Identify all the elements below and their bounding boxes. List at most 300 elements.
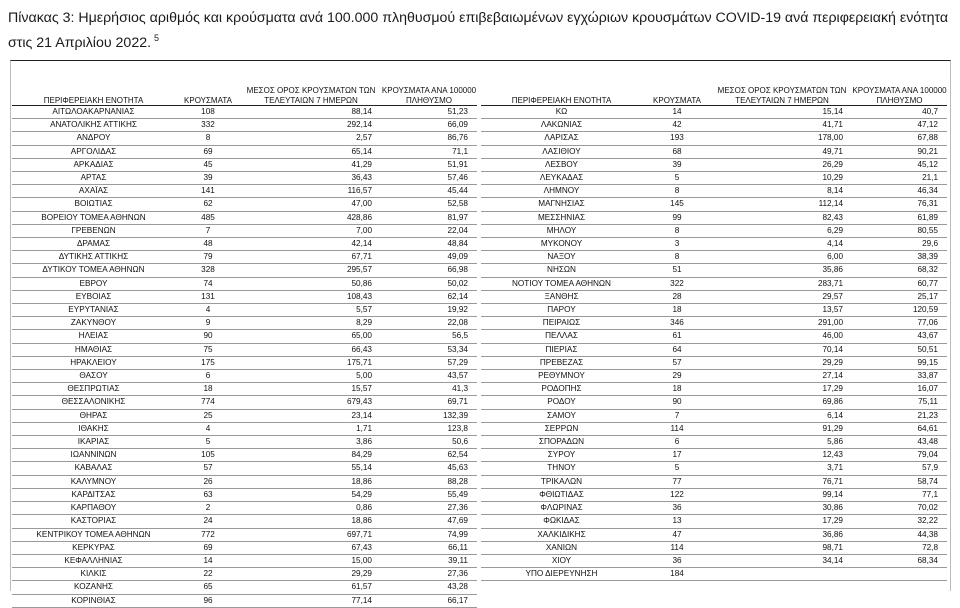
cases-cell: 24 bbox=[175, 515, 241, 528]
table-row bbox=[12, 488, 477, 501]
per100k-cell: 66,17 bbox=[381, 594, 477, 607]
per100k-cell: 43,28 bbox=[381, 581, 477, 594]
region-cell: ΝΑΞΟΥ bbox=[481, 251, 642, 264]
per100k-cell: 77,06 bbox=[852, 317, 947, 330]
header-region: ΠΕΡΙΦΕΡΕΙΑΚΗ ΕΝΟΤΗΤΑ bbox=[481, 62, 642, 106]
cases-cell: 36 bbox=[642, 554, 712, 567]
avg7-cell: 5,00 bbox=[241, 370, 381, 383]
cases-cell: 39 bbox=[175, 172, 241, 185]
cases-cell: 42 bbox=[642, 119, 712, 132]
cases-cell: 8 bbox=[175, 132, 241, 145]
per100k-cell: 60,77 bbox=[852, 277, 947, 290]
cases-cell: 328 bbox=[175, 264, 241, 277]
cases-cell: 193 bbox=[642, 132, 712, 145]
cases-cell: 5 bbox=[642, 172, 712, 185]
table-row bbox=[481, 264, 947, 277]
region-cell: ΑΝΔΡΟΥ bbox=[12, 132, 175, 145]
per100k-cell: 46,34 bbox=[852, 185, 947, 198]
region-cell: ΡΟΔΟΥ bbox=[481, 396, 642, 409]
cases-cell: 175 bbox=[175, 356, 241, 369]
caption-text: Πίνακας 3: Ημερήσιος αριθμός και κρούσματα ανά 100.000 πληθυσμού επιβεβαιωμένων εγχώριων κρουσμάτων COVID-19 ανά περιφερειακή ενότητα στις 21 Απριλίου 2022. bbox=[8, 10, 949, 51]
avg7-cell: 61,57 bbox=[241, 581, 381, 594]
region-cell: ΛΑΣΙΘΙΟΥ bbox=[481, 145, 642, 158]
cases-cell: 90 bbox=[642, 396, 712, 409]
table-row bbox=[12, 449, 477, 462]
avg7-cell: 112,14 bbox=[712, 198, 852, 211]
avg7-cell: 41,71 bbox=[712, 119, 852, 132]
table-row bbox=[481, 488, 947, 501]
header-per100k: ΚΡΟΥΣΜΑΤΑ ΑΝΑ 100000 ΠΛΗΘΥΣΜΟ bbox=[852, 62, 947, 106]
avg7-cell: 116,57 bbox=[241, 185, 381, 198]
cases-cell: 69 bbox=[175, 145, 241, 158]
per100k-cell: 21,1 bbox=[852, 172, 947, 185]
avg7-cell: 6,00 bbox=[712, 251, 852, 264]
table-row bbox=[12, 290, 477, 303]
table-row bbox=[12, 396, 477, 409]
avg7-cell: 46,00 bbox=[712, 330, 852, 343]
avg7-cell: 42,14 bbox=[241, 238, 381, 251]
per100k-cell: 27,36 bbox=[381, 502, 477, 515]
region-cell: ΥΠΟ ΔΙΕΡΕΥΝΗΣΗ bbox=[481, 568, 642, 581]
table-row bbox=[481, 185, 947, 198]
avg7-cell: 36,43 bbox=[241, 172, 381, 185]
region-cell: ΑΡΤΑΣ bbox=[12, 172, 175, 185]
per100k-cell: 99,15 bbox=[852, 356, 947, 369]
table-row bbox=[481, 515, 947, 528]
table-row bbox=[12, 383, 477, 396]
per100k-cell: 49,09 bbox=[381, 251, 477, 264]
cases-cell: 5 bbox=[642, 462, 712, 475]
per100k-cell: 62,14 bbox=[381, 290, 477, 303]
per100k-cell: 33,87 bbox=[852, 370, 947, 383]
avg7-cell: 50,86 bbox=[241, 277, 381, 290]
table-row bbox=[12, 568, 477, 581]
avg7-cell: 99,14 bbox=[712, 488, 852, 501]
cases-cell: 8 bbox=[642, 251, 712, 264]
table-row bbox=[12, 330, 477, 343]
cases-cell: 96 bbox=[175, 594, 241, 607]
per100k-cell: 47,12 bbox=[852, 119, 947, 132]
avg7-cell: 76,71 bbox=[712, 475, 852, 488]
avg7-cell: 2,57 bbox=[241, 132, 381, 145]
per100k-cell: 43,67 bbox=[852, 330, 947, 343]
per100k-cell: 51,23 bbox=[381, 106, 477, 119]
avg7-cell: 12,43 bbox=[712, 449, 852, 462]
avg7-cell: 36,86 bbox=[712, 528, 852, 541]
per100k-cell: 68,32 bbox=[852, 264, 947, 277]
cases-cell: 7 bbox=[642, 409, 712, 422]
avg7-cell: 697,71 bbox=[241, 528, 381, 541]
avg7-cell: 84,29 bbox=[241, 449, 381, 462]
region-cell: ΦΘΙΩΤΙΔΑΣ bbox=[481, 488, 642, 501]
per100k-cell: 43,48 bbox=[852, 436, 947, 449]
per100k-cell: 66,11 bbox=[381, 541, 477, 554]
per100k-cell: 45,63 bbox=[381, 462, 477, 475]
cases-cell: 346 bbox=[642, 317, 712, 330]
table-row bbox=[481, 251, 947, 264]
per100k-cell: 120,59 bbox=[852, 304, 947, 317]
avg7-cell: 3,71 bbox=[712, 462, 852, 475]
region-cell: ΛΑΚΩΝΙΑΣ bbox=[481, 119, 642, 132]
avg7-cell: 18,86 bbox=[241, 475, 381, 488]
table-row bbox=[481, 172, 947, 185]
header-cases: ΚΡΟΥΣΜΑΤΑ bbox=[175, 62, 241, 106]
per100k-cell: 50,6 bbox=[381, 436, 477, 449]
table-row bbox=[481, 304, 947, 317]
per100k-cell: 81,97 bbox=[381, 211, 477, 224]
cases-cell: 57 bbox=[175, 462, 241, 475]
cases-cell: 772 bbox=[175, 528, 241, 541]
cases-cell: 4 bbox=[175, 422, 241, 435]
table-row bbox=[481, 528, 947, 541]
cases-cell: 3 bbox=[642, 238, 712, 251]
region-cell: ΒΟΙΩΤΙΑΣ bbox=[12, 198, 175, 211]
table-row bbox=[481, 370, 947, 383]
header-avg7: ΜΕΣΟΣ ΟΡΟΣ ΚΡΟΥΣΜΑΤΩΝ ΤΩΝ ΤΕΛΕΥΤΑΙΩΝ 7 ΗΜΕΡΩΝ bbox=[241, 62, 381, 106]
avg7-cell: 55,14 bbox=[241, 462, 381, 475]
per100k-cell: 90,21 bbox=[852, 145, 947, 158]
avg7-cell: 91,29 bbox=[712, 422, 852, 435]
per100k-cell: 48,84 bbox=[381, 238, 477, 251]
avg7-cell: 15,00 bbox=[241, 554, 381, 567]
avg7-cell: 283,71 bbox=[712, 277, 852, 290]
avg7-cell: 67,43 bbox=[241, 541, 381, 554]
region-cell: ΚΕΡΚΥΡΑΣ bbox=[12, 541, 175, 554]
per100k-cell: 16,07 bbox=[852, 383, 947, 396]
region-cell: ΛΑΡΙΣΑΣ bbox=[481, 132, 642, 145]
avg7-cell: 26,29 bbox=[712, 158, 852, 171]
table-row bbox=[481, 568, 947, 581]
region-cell: ΑΧΑΪΑΣ bbox=[12, 185, 175, 198]
table-row bbox=[481, 356, 947, 369]
header-row bbox=[12, 62, 477, 106]
avg7-cell: 18,86 bbox=[241, 515, 381, 528]
cases-cell: 105 bbox=[175, 449, 241, 462]
per100k-cell: 50,02 bbox=[381, 277, 477, 290]
table-row bbox=[481, 330, 947, 343]
table-row bbox=[12, 145, 477, 158]
table-row bbox=[12, 502, 477, 515]
region-cell: ΠΑΡΟΥ bbox=[481, 304, 642, 317]
avg7-cell: 175,71 bbox=[241, 356, 381, 369]
table-row bbox=[12, 422, 477, 435]
per100k-cell: 80,55 bbox=[852, 224, 947, 237]
cases-cell: 184 bbox=[642, 568, 712, 581]
per100k-cell: 68,34 bbox=[852, 554, 947, 567]
cases-cell: 45 bbox=[175, 158, 241, 171]
avg7-cell: 1,71 bbox=[241, 422, 381, 435]
per100k-cell: 55,49 bbox=[381, 488, 477, 501]
avg7-cell: 66,43 bbox=[241, 343, 381, 356]
table-row bbox=[481, 462, 947, 475]
table-row bbox=[481, 145, 947, 158]
per100k-cell: 29,6 bbox=[852, 238, 947, 251]
cases-cell: 14 bbox=[175, 554, 241, 567]
header-region: ΠΕΡΙΦΕΡΕΙΑΚΗ ΕΝΟΤΗΤΑ bbox=[12, 62, 175, 106]
per100k-cell: 123,8 bbox=[381, 422, 477, 435]
table-row bbox=[12, 172, 477, 185]
table-row bbox=[12, 158, 477, 171]
region-cell: ΜΗΛΟΥ bbox=[481, 224, 642, 237]
per100k-cell: 74,99 bbox=[381, 528, 477, 541]
avg7-cell: 49,71 bbox=[712, 145, 852, 158]
table-row bbox=[12, 251, 477, 264]
region-cell: ΠΙΕΡΙΑΣ bbox=[481, 343, 642, 356]
cases-cell: 26 bbox=[175, 475, 241, 488]
cases-cell: 8 bbox=[642, 224, 712, 237]
table-row bbox=[12, 515, 477, 528]
region-cell: ΞΑΝΘΗΣ bbox=[481, 290, 642, 303]
table-row bbox=[481, 290, 947, 303]
region-cell: ΛΕΥΚΑΔΑΣ bbox=[481, 172, 642, 185]
table-row bbox=[481, 502, 947, 515]
cases-cell: 28 bbox=[642, 290, 712, 303]
region-cell: ΚΟΡΙΝΘΙΑΣ bbox=[12, 594, 175, 607]
avg7-cell: 4,14 bbox=[712, 238, 852, 251]
cases-cell: 18 bbox=[175, 383, 241, 396]
per100k-cell bbox=[852, 568, 947, 581]
table-row bbox=[12, 581, 477, 594]
per100k-cell: 43,57 bbox=[381, 370, 477, 383]
cases-cell: 64 bbox=[642, 343, 712, 356]
per100k-cell: 70,02 bbox=[852, 502, 947, 515]
cases-cell: 74 bbox=[175, 277, 241, 290]
cases-cell: 8 bbox=[642, 185, 712, 198]
region-cell: ΠΡΕΒΕΖΑΣ bbox=[481, 356, 642, 369]
region-cell: ΘΑΣΟΥ bbox=[12, 370, 175, 383]
per100k-cell: 44,38 bbox=[852, 528, 947, 541]
region-cell: ΣΕΡΡΩΝ bbox=[481, 422, 642, 435]
region-cell: ΝΗΣΩΝ bbox=[481, 264, 642, 277]
region-cell: ΣΠΟΡΑΔΩΝ bbox=[481, 436, 642, 449]
region-cell: ΜΥΚΟΝΟΥ bbox=[481, 238, 642, 251]
avg7-cell: 292,14 bbox=[241, 119, 381, 132]
region-cell: ΑΝΑΤΟΛΙΚΗΣ ΑΤΤΙΚΗΣ bbox=[12, 119, 175, 132]
avg7-cell: 6,14 bbox=[712, 409, 852, 422]
avg7-cell: 8,14 bbox=[712, 185, 852, 198]
table-row bbox=[481, 475, 947, 488]
cases-cell: 17 bbox=[642, 449, 712, 462]
per100k-cell: 57,29 bbox=[381, 356, 477, 369]
table-row bbox=[481, 119, 947, 132]
region-cell: ΔΡΑΜΑΣ bbox=[12, 238, 175, 251]
region-cell: ΒΟΡΕΙΟΥ ΤΟΜΕΑ ΑΘΗΝΩΝ bbox=[12, 211, 175, 224]
header-avg7: ΜΕΣΟΣ ΟΡΟΣ ΚΡΟΥΣΜΑΤΩΝ ΤΩΝ ΤΕΛΕΥΤΑΙΩΝ 7 ΗΜΕΡΩΝ bbox=[712, 62, 852, 106]
avg7-cell: 8,29 bbox=[241, 317, 381, 330]
per100k-cell: 45,12 bbox=[852, 158, 947, 171]
per100k-cell: 22,04 bbox=[381, 224, 477, 237]
table-row bbox=[12, 304, 477, 317]
per100k-cell: 75,11 bbox=[852, 396, 947, 409]
cases-table-right bbox=[481, 62, 947, 581]
per100k-cell: 25,17 bbox=[852, 290, 947, 303]
table-row bbox=[481, 224, 947, 237]
table-row bbox=[481, 449, 947, 462]
per100k-cell: 53,34 bbox=[381, 343, 477, 356]
per100k-cell: 79,04 bbox=[852, 449, 947, 462]
avg7-cell: 5,57 bbox=[241, 304, 381, 317]
region-cell: ΚΑΒΑΛΑΣ bbox=[12, 462, 175, 475]
region-cell: ΡΕΘΥΜΝΟΥ bbox=[481, 370, 642, 383]
cases-cell: 9 bbox=[175, 317, 241, 330]
cases-cell: 4 bbox=[175, 304, 241, 317]
cases-cell: 99 bbox=[642, 211, 712, 224]
region-cell: ΙΚΑΡΙΑΣ bbox=[12, 436, 175, 449]
cases-cell: 114 bbox=[642, 422, 712, 435]
avg7-cell: 0,86 bbox=[241, 502, 381, 515]
cases-cell: 68 bbox=[642, 145, 712, 158]
region-cell: ΔΥΤΙΚΟΥ ΤΟΜΕΑ ΑΘΗΝΩΝ bbox=[12, 264, 175, 277]
avg7-cell: 13,57 bbox=[712, 304, 852, 317]
cases-cell: 90 bbox=[175, 330, 241, 343]
table-row bbox=[481, 238, 947, 251]
per100k-cell: 132,39 bbox=[381, 409, 477, 422]
region-cell: ΖΑΚΥΝΘΟΥ bbox=[12, 317, 175, 330]
per100k-cell: 69,71 bbox=[381, 396, 477, 409]
cases-cell: 36 bbox=[642, 502, 712, 515]
table-row bbox=[12, 528, 477, 541]
avg7-cell: 23,14 bbox=[241, 409, 381, 422]
table-row bbox=[481, 422, 947, 435]
header-row bbox=[481, 62, 947, 106]
cases-cell: 145 bbox=[642, 198, 712, 211]
table-row bbox=[12, 475, 477, 488]
cases-cell: 65 bbox=[175, 581, 241, 594]
cases-cell: 5 bbox=[175, 436, 241, 449]
per100k-cell: 39,11 bbox=[381, 554, 477, 567]
per100k-cell: 45,44 bbox=[381, 185, 477, 198]
region-cell: ΕΒΡΟΥ bbox=[12, 277, 175, 290]
table-row bbox=[12, 541, 477, 554]
per100k-cell: 77,1 bbox=[852, 488, 947, 501]
avg7-cell: 17,29 bbox=[712, 383, 852, 396]
avg7-cell: 295,57 bbox=[241, 264, 381, 277]
table-row bbox=[12, 409, 477, 422]
region-cell: ΜΕΣΣΗΝΙΑΣ bbox=[481, 211, 642, 224]
cases-cell: 39 bbox=[642, 158, 712, 171]
table-row bbox=[12, 356, 477, 369]
table-row bbox=[12, 436, 477, 449]
cases-cell: 322 bbox=[642, 277, 712, 290]
table-row bbox=[12, 462, 477, 475]
region-cell: ΚΟΖΑΝΗΣ bbox=[12, 581, 175, 594]
region-cell: ΚΑΡΠΑΘΟΥ bbox=[12, 502, 175, 515]
table-row bbox=[481, 554, 947, 567]
per100k-cell: 88,28 bbox=[381, 475, 477, 488]
table-caption bbox=[8, 8, 952, 53]
region-cell: ΤΡΙΚΑΛΩΝ bbox=[481, 475, 642, 488]
cases-cell: 51 bbox=[642, 264, 712, 277]
per100k-cell: 38,39 bbox=[852, 251, 947, 264]
table-row bbox=[12, 554, 477, 567]
header-per100k: ΚΡΟΥΣΜΑΤΑ ΑΝΑ 100000 ΠΛΗΘΥΣΜΟ bbox=[381, 62, 477, 106]
region-cell: ΚΩ bbox=[481, 106, 642, 119]
region-cell: ΛΕΣΒΟΥ bbox=[481, 158, 642, 171]
region-cell: ΣΑΜΟΥ bbox=[481, 409, 642, 422]
table-row bbox=[12, 119, 477, 132]
per100k-cell: 56,5 bbox=[381, 330, 477, 343]
per100k-cell: 50,51 bbox=[852, 343, 947, 356]
cases-cell: 48 bbox=[175, 238, 241, 251]
table-row bbox=[481, 436, 947, 449]
region-cell: ΙΩΑΝΝΙΝΩΝ bbox=[12, 449, 175, 462]
table-row bbox=[12, 238, 477, 251]
table-row bbox=[12, 317, 477, 330]
cases-cell: 29 bbox=[642, 370, 712, 383]
avg7-cell: 67,71 bbox=[241, 251, 381, 264]
per100k-cell: 21,23 bbox=[852, 409, 947, 422]
per100k-cell: 19,92 bbox=[381, 304, 477, 317]
region-cell: ΘΗΡΑΣ bbox=[12, 409, 175, 422]
avg7-cell: 29,57 bbox=[712, 290, 852, 303]
cases-cell: 18 bbox=[642, 383, 712, 396]
table-row bbox=[12, 264, 477, 277]
cases-cell: 6 bbox=[175, 370, 241, 383]
region-cell: ΛΗΜΝΟΥ bbox=[481, 185, 642, 198]
region-cell: ΧΙΟΥ bbox=[481, 554, 642, 567]
table-row bbox=[481, 343, 947, 356]
table-row bbox=[12, 132, 477, 145]
table-row bbox=[481, 198, 947, 211]
per100k-cell: 61,89 bbox=[852, 211, 947, 224]
cases-cell: 485 bbox=[175, 211, 241, 224]
avg7-cell: 679,43 bbox=[241, 396, 381, 409]
region-cell: ΚΑΡΔΙΤΣΑΣ bbox=[12, 488, 175, 501]
avg7-cell: 108,43 bbox=[241, 290, 381, 303]
table-row bbox=[481, 158, 947, 171]
cases-cell: 57 bbox=[642, 356, 712, 369]
per100k-cell: 27,36 bbox=[381, 568, 477, 581]
region-cell: ΧΑΝΙΩΝ bbox=[481, 541, 642, 554]
region-cell: ΝΟΤΙΟΥ ΤΟΜΕΑ ΑΘΗΝΩΝ bbox=[481, 277, 642, 290]
region-cell: ΑΙΤΩΛΟΑΚΑΡΝΑΝΙΑΣ bbox=[12, 106, 175, 119]
per100k-cell: 57,46 bbox=[381, 172, 477, 185]
per100k-cell: 66,09 bbox=[381, 119, 477, 132]
cases-cell: 122 bbox=[642, 488, 712, 501]
header-cases: ΚΡΟΥΣΜΑΤΑ bbox=[642, 62, 712, 106]
per100k-cell: 76,31 bbox=[852, 198, 947, 211]
avg7-cell: 29,29 bbox=[712, 356, 852, 369]
region-cell: ΗΡΑΚΛΕΙΟΥ bbox=[12, 356, 175, 369]
avg7-cell: 47,00 bbox=[241, 198, 381, 211]
region-cell: ΦΛΩΡΙΝΑΣ bbox=[481, 502, 642, 515]
avg7-cell: 291,00 bbox=[712, 317, 852, 330]
cases-cell: 25 bbox=[175, 409, 241, 422]
cases-cell: 114 bbox=[642, 541, 712, 554]
region-cell: ΚΑΣΤΟΡΙΑΣ bbox=[12, 515, 175, 528]
table-row bbox=[481, 211, 947, 224]
table-row bbox=[481, 383, 947, 396]
table-row bbox=[12, 185, 477, 198]
region-cell: ΔΥΤΙΚΗΣ ΑΤΤΙΚΗΣ bbox=[12, 251, 175, 264]
avg7-cell: 5,86 bbox=[712, 436, 852, 449]
table-row bbox=[481, 132, 947, 145]
per100k-cell: 58,74 bbox=[852, 475, 947, 488]
region-cell: ΚΙΛΚΙΣ bbox=[12, 568, 175, 581]
cases-cell: 75 bbox=[175, 343, 241, 356]
avg7-cell: 178,00 bbox=[712, 132, 852, 145]
cases-cell: 7 bbox=[175, 224, 241, 237]
cases-cell: 332 bbox=[175, 119, 241, 132]
per100k-cell: 67,88 bbox=[852, 132, 947, 145]
cases-cell: 131 bbox=[175, 290, 241, 303]
footnote-marker: 5 bbox=[154, 33, 160, 43]
region-cell: ΕΥΒΟΙΑΣ bbox=[12, 290, 175, 303]
avg7-cell: 428,86 bbox=[241, 211, 381, 224]
table-row bbox=[12, 211, 477, 224]
cases-cell: 108 bbox=[175, 106, 241, 119]
avg7-cell: 88,14 bbox=[241, 106, 381, 119]
